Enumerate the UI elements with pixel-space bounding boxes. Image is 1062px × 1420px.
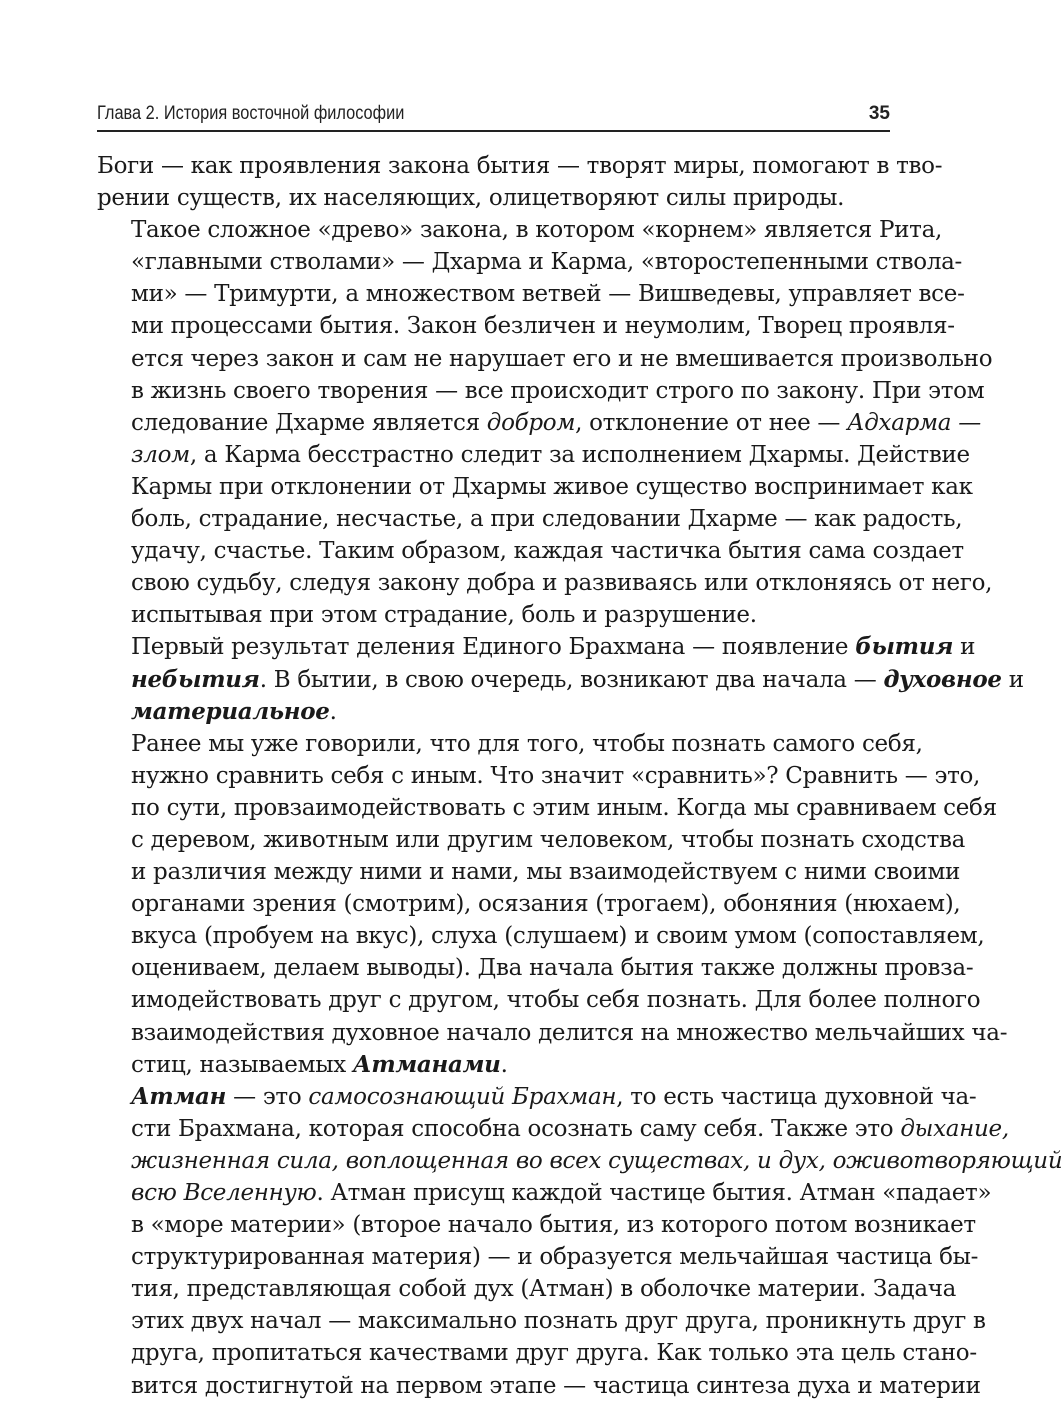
text-line: Такое сложное «древо» закона, в котором «корнем» является Рита,	[131, 217, 943, 244]
text-line: испытывая при этом страдание, боль и разрушение.	[131, 602, 757, 629]
text-line	[97, 696, 890, 728]
text-line: в жизнь своего творения — все происходит строго по закону. При этом	[131, 377, 985, 404]
text-line: удачу, счастье. Таким образом, каждая частичка бытия сама создает	[131, 538, 964, 565]
text-line: вится достигнутой на первом этапе — частица синтеза духа и материи	[131, 1372, 981, 1399]
paragraph	[97, 150, 943, 214]
text-line: тия, представляющая собой дух (Атман) в оболочке материи. Задача	[131, 1276, 957, 1303]
text-line: вкуса (пробуем на вкус), слуха (слушаем) и своим умом (сопоставляем,	[131, 923, 985, 950]
text-run: . В бытии, в свою очередь, возникают два начала —	[259, 666, 884, 693]
text-run: и	[953, 634, 976, 661]
bold-italic-term: материальное	[131, 697, 330, 725]
text-line: Кармы при отклонении от Дхармы живое существо воспринимает как	[131, 473, 973, 500]
italic-term: самосознающий Брахман	[308, 1083, 617, 1110]
italic-term: всю Вселенную	[131, 1180, 317, 1206]
text-run: .	[329, 698, 337, 725]
chapter-title: Глава 2. История восточной философии	[97, 103, 405, 124]
text-run: . Атман присущ каждой частице бытия. Атман «падает»	[316, 1180, 992, 1206]
text-line: «главными стволами» — Дхарма и Карма, «второстепенными ствола-	[131, 249, 963, 276]
page-body	[97, 150, 1062, 1402]
text-line: и различия между ними и нами, мы взаимодействуем с ними своими	[131, 859, 961, 886]
text-run: , а Карма бесстрастно следит за исполнением Дхармы. Действие	[189, 441, 970, 468]
text-run: сти Брахмана, которая способна осознать саму себя. Также это	[131, 1115, 901, 1142]
text-run: Первый результат деления Единого Брахмана — появление	[131, 634, 856, 661]
text-line: в «море материи» (второе начало бытия, из которого потом возникает	[131, 1212, 976, 1239]
running-header	[97, 101, 890, 131]
text-line	[97, 1113, 1009, 1145]
bold-italic-term: Атманами	[352, 1050, 501, 1078]
text-line: ется через закон и сам не нарушает его и не вмешивается произвольно	[131, 345, 993, 372]
text-line: ми» — Тримурти, а множеством ветвей — Вишведевы, управляет все-	[131, 281, 965, 308]
paragraph	[97, 1081, 1062, 1402]
italic-term: добром	[486, 409, 576, 436]
text-line: нужно сравнить себя с иным. Что значит «сравнить»? Сравнить — это,	[131, 762, 981, 789]
text-line	[97, 631, 976, 663]
text-line: боль, страдание, несчастье, а при следовании Дхарме — как радость,	[131, 506, 963, 533]
bold-italic-term: бытия	[855, 633, 954, 661]
text-line: имодействовать друг с другом, чтобы себя познать. Для более полного	[131, 987, 981, 1014]
paragraph	[97, 214, 993, 631]
text-line: рении существ, их населяющих, олицетворяют силы природы.	[97, 185, 845, 212]
text-line	[97, 1081, 977, 1113]
header-rule	[97, 130, 890, 132]
italic-term: Адхарма —	[847, 409, 981, 436]
page-number: 35	[868, 103, 890, 124]
text-line: по сути, провзаимодействовать с этим иным. Когда мы сравниваем себя	[131, 794, 997, 821]
paragraph	[97, 631, 1024, 727]
text-run: стиц, называемых	[131, 1051, 353, 1078]
text-line: органами зрения (смотрим), осязания (трогаем), обоняния (нюхаем),	[131, 891, 961, 918]
text-line: структурированная материя) — и образуется мельчайшая частица бы-	[131, 1244, 979, 1271]
bold-italic-term: небытия	[131, 665, 260, 693]
text-line	[97, 1145, 1062, 1177]
text-line: с деревом, животным или другим человеком, чтобы познать сходства	[131, 826, 966, 853]
text-run: , отклонение от нее —	[575, 409, 848, 436]
bold-italic-term: Атман	[131, 1082, 227, 1110]
text-line: Ранее мы уже говорили, что для того, чтобы познать самого себя,	[131, 730, 923, 757]
text-line: взаимодействия духовное начало делится на множество мельчайших ча-	[131, 1019, 1008, 1046]
text-run: , то есть частица духовной ча-	[616, 1083, 977, 1110]
text-line	[97, 1177, 992, 1209]
italic-term: дыхание,	[900, 1115, 1009, 1142]
text-line: Боги — как проявления закона бытия — творят миры, помогают в тво-	[97, 153, 943, 179]
text-run: — это	[226, 1083, 309, 1110]
text-line: друга, пропитаться качествами друг друга. Как только эта цель стано-	[131, 1340, 977, 1367]
text-line: этих двух начал — максимально познать друг друга, проникнуть друг в	[131, 1308, 986, 1335]
text-line	[97, 1049, 890, 1081]
text-line: оцениваем, делаем выводы). Два начала бытия также должны провза-	[131, 955, 974, 982]
paragraph	[97, 728, 1008, 1081]
text-line	[97, 407, 981, 439]
text-line	[97, 439, 970, 471]
bold-italic-term: духовное	[883, 665, 1002, 693]
text-run: .	[500, 1051, 508, 1078]
text-line: свою судьбу, следуя закону добра и развиваясь или отклоняясь от него,	[131, 570, 993, 597]
italic-term: злом	[131, 441, 190, 468]
text-run: и	[1001, 666, 1024, 693]
text-line: ми процессами бытия. Закон безличен и неумолим, Творец проявля-	[131, 313, 955, 340]
text-line	[97, 664, 1024, 696]
text-run: следование Дхарме является	[131, 409, 487, 436]
italic-term: жизненная сила, воплощенная во всех существах, и дух, оживотворяющий	[131, 1147, 1062, 1174]
